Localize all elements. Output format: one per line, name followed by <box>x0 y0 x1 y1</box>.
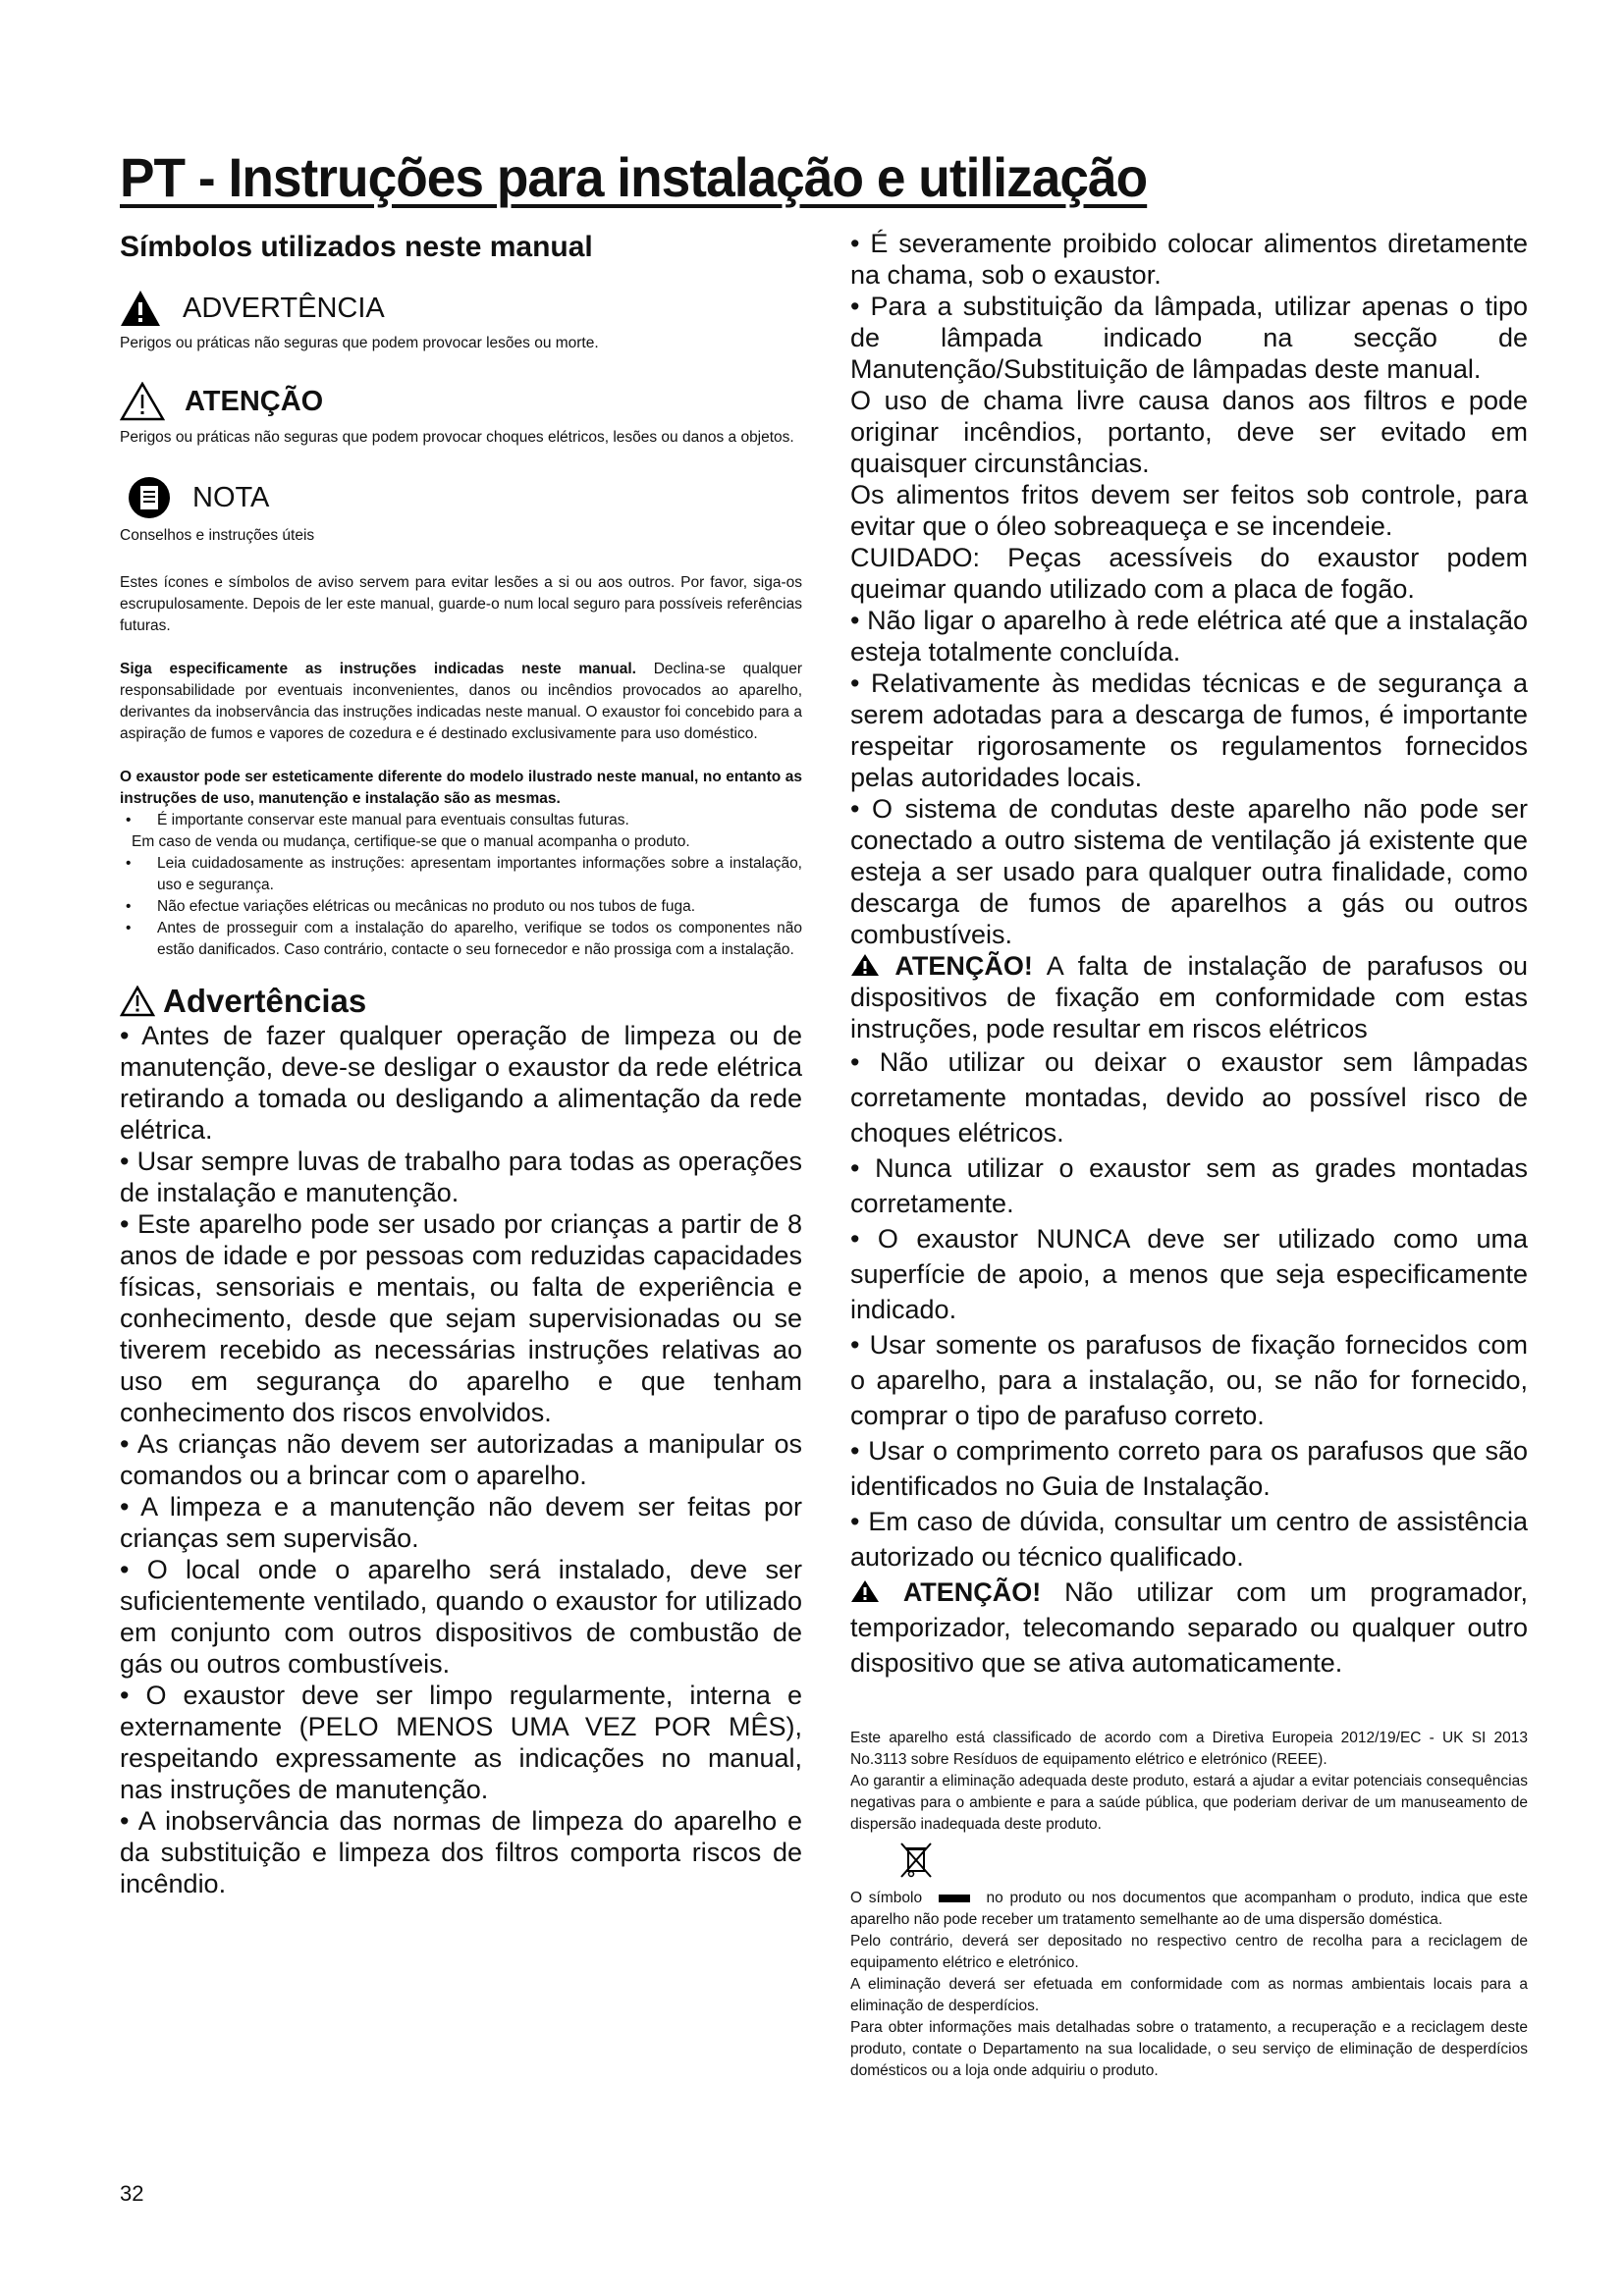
paragraph: • Este aparelho pode ser usado por crianças a partir de 8 anos de idade e por pessoas com reduzidas capacidades físicas, sensoriais e mentais, ou falta de experiência e conhecimento, desde que sejam supervisionadas ou se tiverem recebido as necessárias instruções relativas ao uso em segurança do aparelho e que tenham conhecimento dos riscos envolvidos. <box>120 1209 802 1427</box>
symbols-heading: Símbolos utilizados neste manual <box>120 231 593 263</box>
warning-outline-icon <box>120 986 155 1017</box>
symbol-label: ADVERTÊNCIA <box>183 292 385 324</box>
paragraph: • O exaustor deve ser limpo regularmente, interna e externamente (PELO MENOS UMA VEZ POR MÊS), respeitando expressamente as indicações no manual, nas instruções de manutenção. <box>120 1681 802 1804</box>
paragraph: • O exaustor NUNCA deve ser utilizado como uma superfície de apoio, a menos que seja especificamente indicado. <box>850 1224 1528 1324</box>
paragraph: O uso de chama livre causa danos aos filtros e pode originar incêndios, portanto, deve ser evitado em quaisquer circunstâncias. <box>850 386 1528 478</box>
symbol-description: Perigos ou práticas não seguras que podem provocar choques elétricos, lesões ou danos a objetos. <box>120 429 794 446</box>
atencao-warning-1 <box>850 950 1528 1044</box>
symbol-description: Conselhos e instruções úteis <box>120 527 315 544</box>
paragraph: • Antes de fazer qualquer operação de limpeza ou de manutenção, deve-se desligar o exaustor da rede elétrica retirando a tomada ou desligando a alimentação da rede elétrica. <box>120 1021 802 1145</box>
paragraph: • Usar o comprimento correto para os parafusos que são identificados no Guia de Instalação. <box>850 1436 1528 1501</box>
crossed-bin-icon <box>899 1842 933 1881</box>
list-item: • Não efectue variações elétricas ou mecânicas no produto ou nos tubos de fuga. <box>120 896 802 918</box>
paragraph: • As crianças não devem ser autorizadas a manipular os comandos ou a brincar com o aparelho. <box>120 1429 802 1490</box>
symbol-advertencia <box>120 290 802 327</box>
right-column <box>850 228 1528 2082</box>
advertencias-title: Advertências <box>163 983 367 1019</box>
weee-symbol-paragraph <box>850 1888 1528 1931</box>
follow-paragraph <box>120 659 802 745</box>
page-number: 32 <box>120 2181 144 2206</box>
symbol-atencao <box>120 382 802 421</box>
symbol-nota <box>128 476 802 519</box>
paragraph: • Em caso de dúvida, consultar um centro de assistência autorizado ou técnico qualificado. <box>850 1507 1528 1572</box>
weee-paragraph: A eliminação deverá ser efetuada em conformidade com as normas ambientais locais para a eliminação de desperdícios. <box>850 1976 1528 2014</box>
left-column <box>120 231 802 1899</box>
intro-paragraph: Estes ícones e símbolos de aviso servem para evitar lesões a si ou aos outros. Por favor, siga-os escrupulosamente. Depois de ler este manual, guarde-o num local seguro para possíveis referências futuras. <box>120 574 802 634</box>
symbol-label: ATENÇÃO <box>185 385 324 417</box>
paragraph: • O local onde o aparelho será instalado, deve ser suficientemente ventilado, quando o exaustor for utilizado em conjunto com outros dispositivos de combustão de gás ou outros combustíveis. <box>120 1555 802 1679</box>
small-bullet-list <box>120 810 802 961</box>
atencao-text: A falta de instalação de parafusos ou dispositivos de fixação em conformidade com estas instruções, pode resultar em riscos elétricos <box>850 951 1528 1043</box>
paragraph: • Usar somente os parafusos de fixação fornecidos com o aparelho, para a instalação, ou, se não for fornecido, comprar o tipo de parafuso correto. <box>850 1330 1528 1430</box>
weee-symbol-post: no produto ou nos documentos que acompanham o produto, indica que este aparelho não pode receber um tratamento semelhante ao de uma dispersão doméstica. <box>850 1890 1528 1928</box>
symbol-description: Perigos ou práticas não seguras que podem provocar lesões ou morte. <box>120 335 599 351</box>
paragraph: • A limpeza e a manutenção não devem ser feitas por crianças sem supervisão. <box>120 1492 802 1553</box>
atencao-warning-2 <box>850 1575 1528 1681</box>
note-icon <box>128 476 171 519</box>
list-item: • Antes de prosseguir com a instalação do aparelho, verifique se todos os componentes não estão danificados. Caso contrário, contacte o seu fornecedor e não prossiga com a instalação. <box>120 918 802 961</box>
warning-outline-icon <box>120 382 165 421</box>
list-item: • Leia cuidadosamente as instruções: apresentam importantes informações sobre a instalação, uso e segurança. <box>120 853 802 896</box>
warning-filled-icon <box>850 953 880 977</box>
follow-text: Declina-se qualquer responsabilidade por eventuais inconvenientes, danos ou incêndios provocados ao aparelho, derivantes da inobservância das instruções indicadas neste manual. O exaustor foi concebido para a aspiração de fumos e vapores de cozedura e é destinado exclusivamente para uso doméstico. <box>120 661 802 742</box>
weee-paragraph: Para obter informações mais detalhadas sobre o tratamento, a recuperação e a reciclagem deste produto, contate o Departamento na sua localidade, o seu serviço de eliminação de desperdícios domésticos ou a loja onde adquiriu o produto. <box>850 2019 1528 2079</box>
weee-bar-icon <box>939 1895 970 1902</box>
page-title: PT - Instruções para instalação e utilização <box>120 146 1148 208</box>
list-item: • É importante conservar este manual para eventuais consultas futuras. <box>120 810 802 831</box>
follow-bold: Siga especificamente as instruções indicadas neste manual. <box>120 661 636 677</box>
paragraph: • O sistema de condutas deste aparelho não pode ser conectado a outro sistema de ventilação já existente que esteja a ser usado para qualquer outra finalidade, como descarga de fumos de aparelhos a gás ou outros combustíveis. <box>850 794 1528 949</box>
paragraph: • Para a substituição da lâmpada, utilizar apenas o tipo de lâmpada indicado na secção de Manutenção/Substituição de lâmpadas deste manual. <box>850 292 1528 384</box>
weee-symbol-pre: O símbolo <box>850 1890 923 1906</box>
paragraph: • Usar sempre luvas de trabalho para todas as operações de instalação e manutenção. <box>120 1147 802 1207</box>
weee-bin-symbol <box>899 1842 1528 1886</box>
weee-paragraph: Pelo contrário, deverá ser depositado no respectivo centro de recolha para a reciclagem de equipamento elétrico e eletrónico. <box>850 1933 1528 1971</box>
paragraph: CUIDADO: Peças acessíveis do exaustor podem queimar quando utilizado com a placa de fogão. <box>850 543 1528 604</box>
weee-paragraph: Ao garantir a eliminação adequada deste produto, estará a ajudar a evitar potenciais consequências negativas para o ambiente e para a saúde pública, que poderiam derivar de um manuseamento de dispersão inadequada deste produto. <box>850 1773 1528 1833</box>
paragraph: • Não ligar o aparelho à rede elétrica até que a instalação esteja totalmente concluída. <box>850 606 1528 667</box>
atencao-label: ATENÇÃO! <box>894 951 1033 981</box>
paragraph: Os alimentos fritos devem ser feitos sob controle, para evitar que o óleo sobreaqueça e se incendeie. <box>850 480 1528 541</box>
paragraph: • Relativamente às medidas técnicas e de segurança a serem adotadas para a descarga de fumos, é importante respeitar rigorosamente os regulamentos fornecidos pelas autoridades locais. <box>850 668 1528 792</box>
weee-paragraph: Este aparelho está classificado de acordo com a Diretiva Europeia 2012/19/EC - UK SI 2013 No.3113 sobre Resíduos de equipamento elétrico e eletrónico (REEE). <box>850 1730 1528 1768</box>
atencao-text: Não utilizar com um programador, temporizador, telecomando separado ou qualquer outro dispositivo que se ativa automaticamente. <box>850 1577 1528 1678</box>
paragraph: • Não utilizar ou deixar o exaustor sem lâmpadas corretamente montadas, devido ao possível risco de choques elétricos. <box>850 1047 1528 1148</box>
paragraph: • É severamente proibido colocar alimentos diretamente na chama, sob o exaustor. <box>850 229 1528 290</box>
warning-filled-icon <box>850 1579 880 1603</box>
paragraph: • Nunca utilizar o exaustor sem as grades montadas corretamente. <box>850 1153 1528 1218</box>
model-note: O exaustor pode ser esteticamente diferente do modelo ilustrado neste manual, no entanto as instruções de uso, manutenção e instalação são as mesmas. <box>120 769 802 807</box>
warning-filled-icon <box>120 290 161 327</box>
advertencias-heading <box>120 983 802 1020</box>
atencao-label: ATENÇÃO! <box>902 1577 1042 1607</box>
list-item: Em caso de venda ou mudança, certifique-se que o manual acompanha o produto. <box>132 833 690 850</box>
symbol-label: NOTA <box>192 481 270 513</box>
paragraph: • A inobservância das normas de limpeza do aparelho e da substituição e limpeza dos filtros comporta riscos de incêndio. <box>120 1806 802 1898</box>
